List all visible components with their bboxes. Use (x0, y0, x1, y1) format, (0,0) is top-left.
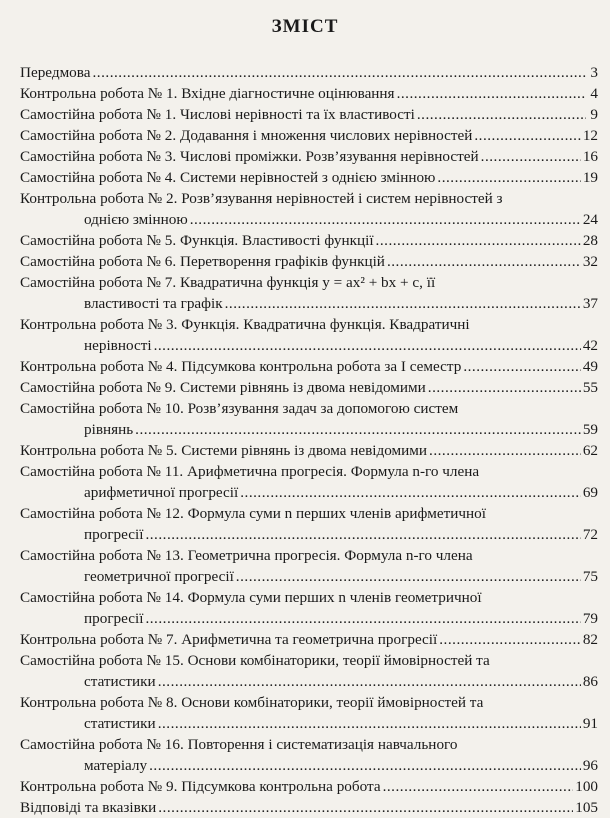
toc-page-number: 100 (575, 778, 598, 795)
toc-entry-title: прогресії (84, 610, 144, 627)
toc-entry-title: Передмова (20, 64, 91, 81)
toc-entry (20, 230, 598, 251)
dot-leader (145, 524, 580, 545)
toc-entry-title: нерівності (84, 337, 152, 354)
toc-entry (20, 776, 598, 797)
toc-entry-title: Самостійна робота № 15. Основи комбінаторики, теорії ймовірностей та (20, 652, 490, 669)
toc-page-number: 55 (582, 379, 598, 396)
dot-leader (463, 356, 581, 377)
toc-page-number: 82 (582, 631, 598, 648)
dot-leader (387, 251, 581, 272)
toc-page-number: 28 (582, 232, 598, 249)
toc-entry-title: прогресії (84, 526, 144, 543)
dot-leader (383, 776, 574, 797)
toc-entry-title: Самостійна робота № 10. Розв’язування задач за допомогою систем (20, 400, 459, 417)
toc-entry (20, 545, 598, 587)
toc-entry-title: Самостійна робота № 1. Числові нерівності та їх властивості (20, 106, 415, 123)
dot-leader (225, 293, 581, 314)
toc-entry (20, 440, 598, 461)
dot-leader (429, 440, 581, 461)
dot-leader (376, 230, 581, 251)
toc-page-number: 12 (582, 127, 598, 144)
toc-entry-title: Самостійна робота № 9. Системи рівнянь із двома невідомими (20, 379, 426, 396)
toc-entry-title: статистики (84, 673, 156, 690)
toc-entry (20, 629, 598, 650)
dot-leader (190, 209, 581, 230)
toc-entry (20, 587, 598, 629)
toc-page-number: 49 (582, 358, 598, 375)
toc-page-number: 19 (582, 169, 598, 186)
toc-entry-title: Самостійна робота № 16. Повторення і систематизація навчального (20, 736, 458, 753)
dot-leader (154, 335, 581, 356)
toc-entry-title: Самостійна робота № 6. Перетворення графіків функцій (20, 253, 385, 270)
toc-page-number: 37 (582, 295, 598, 312)
toc-entry-title: Самостійна робота № 4. Системи нерівностей з однією змінною (20, 169, 436, 186)
toc-entry-title: Контрольна робота № 4. Підсумкова контрольна робота за I семестр (20, 358, 462, 375)
toc-entry (20, 377, 598, 398)
toc-entry-title: Самостійна робота № 7. Квадратична функція y = ax² + bx + c, її (20, 274, 436, 291)
dot-leader (240, 482, 581, 503)
toc-entry-title: Самостійна робота № 14. Формула суми перших n членів геометричної (20, 589, 482, 606)
toc-entry-title: матеріалу (84, 757, 148, 774)
toc-page-number: 16 (582, 148, 598, 165)
toc-entry (20, 62, 598, 83)
toc-entry-title: Контрольна робота № 5. Системи рівнянь із двома невідомими (20, 442, 428, 459)
toc-entry-title: арифметичної прогресії (84, 484, 239, 501)
dot-leader (145, 608, 580, 629)
dot-leader (236, 566, 581, 587)
toc-entry-title: Контрольна робота № 7. Арифметична та геометрична прогресії (20, 631, 438, 648)
toc-entry (20, 692, 598, 734)
toc-page-number: 69 (582, 484, 598, 501)
toc-entry (20, 188, 598, 230)
toc-entry-title: Самостійна робота № 5. Функція. Властивості функції (20, 232, 374, 249)
toc-entry (20, 734, 598, 776)
toc-entry-title: однією змінною (84, 211, 188, 228)
toc-page-number: 75 (582, 568, 598, 585)
toc-page-number: 59 (582, 421, 598, 438)
toc-page-number: 72 (582, 526, 598, 543)
toc-page-number: 24 (582, 211, 598, 228)
dot-leader (428, 377, 581, 398)
toc-entry-title: Контрольна робота № 8. Основи комбінаторики, теорії ймовірностей та (20, 694, 484, 711)
toc-entry-title: статистики (84, 715, 156, 732)
toc-entry (20, 104, 598, 125)
toc-page-number: 79 (582, 610, 598, 627)
toc-page-number: 42 (582, 337, 598, 354)
toc-entry (20, 356, 598, 377)
toc-entry (20, 461, 598, 503)
toc-entry-title: Самостійна робота № 12. Формула суми n перших членів арифметичної (20, 505, 486, 522)
dot-leader (158, 671, 581, 692)
dot-leader (417, 104, 586, 125)
toc-entry-title: властивості та графік (84, 295, 223, 312)
dot-leader (149, 755, 581, 776)
dot-leader (93, 62, 587, 83)
toc-page-number: 96 (582, 757, 598, 774)
dot-leader (397, 83, 586, 104)
toc-entry-title: Самостійна робота № 2. Додавання і множення числових нерівностей (20, 127, 473, 144)
toc-page-number: 4 (590, 85, 598, 102)
toc-entry-title: Контрольна робота № 9. Підсумкова контрольна робота (20, 778, 381, 795)
toc-page-number: 62 (582, 442, 598, 459)
toc-page-number: 9 (590, 106, 598, 123)
page-title: ЗМІСТ (271, 16, 339, 37)
toc-entry-title: Самостійна робота № 11. Арифметична прогресія. Формула n-го члена (20, 463, 480, 480)
toc-entry (20, 398, 598, 440)
dot-leader (158, 797, 573, 818)
table-of-contents (20, 62, 598, 818)
toc-page-number: 105 (575, 799, 598, 816)
toc-entry (20, 83, 598, 104)
dot-leader (158, 713, 581, 734)
toc-entry (20, 125, 598, 146)
toc-page-number: 3 (590, 64, 598, 81)
toc-entry (20, 314, 598, 356)
toc-entry (20, 251, 598, 272)
toc-entry-title: Самостійна робота № 3. Числові проміжки. Розв’язування нерівностей (20, 148, 479, 165)
toc-entry (20, 146, 598, 167)
toc-entry (20, 797, 598, 818)
toc-entry-title: геометричної прогресії (84, 568, 234, 585)
toc-entry (20, 167, 598, 188)
toc-page-number: 86 (582, 673, 598, 690)
dot-leader (437, 167, 580, 188)
toc-page-number: 91 (582, 715, 598, 732)
dot-leader (135, 419, 581, 440)
dot-leader (481, 146, 581, 167)
dot-leader (474, 125, 580, 146)
toc-entry-title: Самостійна робота № 13. Геометрична прогресія. Формула n-го члена (20, 547, 473, 564)
toc-entry-title: рівнянь (84, 421, 134, 438)
toc-entry (20, 650, 598, 692)
toc-entry (20, 272, 598, 314)
toc-entry (20, 503, 598, 545)
toc-page-number: 32 (582, 253, 598, 270)
toc-entry-title: Контрольна робота № 2. Розв’язування нерівностей і систем нерівностей з (20, 190, 503, 207)
toc-entry-title: Відповіді та вказівки (20, 799, 157, 816)
toc-entry-title: Контрольна робота № 1. Вхідне діагностичне оцінювання (20, 85, 395, 102)
dot-leader (439, 629, 581, 650)
toc-entry-title: Контрольна робота № 3. Функція. Квадратична функція. Квадратичні (20, 316, 470, 333)
